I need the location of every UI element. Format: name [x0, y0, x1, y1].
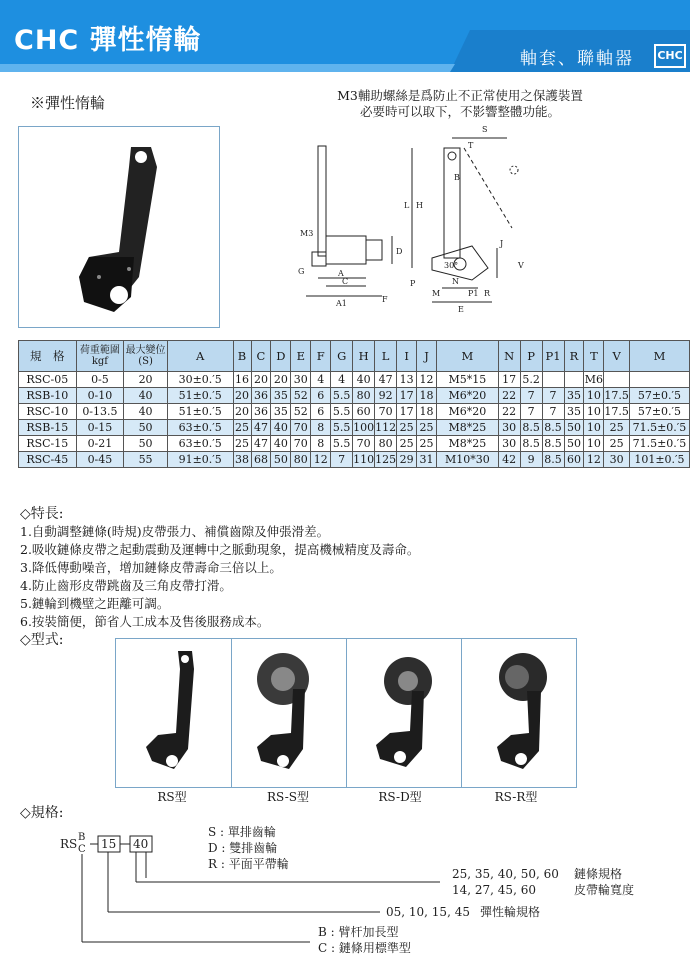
feature-item-4: 4.防止齒形皮帶跳齒及三角皮帶打滑。 — [20, 578, 232, 593]
code-r-line: R : 平面平帶輪 — [208, 857, 289, 871]
th-spec: 規 格 — [19, 341, 77, 372]
spec-table — [18, 340, 690, 468]
th-travel: 最大變位 (S) — [124, 341, 168, 372]
table-cell: 10 — [584, 404, 604, 420]
code-b-line: B : 臂杆加長型 — [318, 925, 399, 939]
table-cell: 5.5 — [331, 404, 353, 420]
table-cell: 10 — [584, 388, 604, 404]
table-cell: 25 — [235, 421, 250, 434]
feature-item-1: 1.自動調整鏈條(時規)皮帶張力、補償齒隙及伸張滑差。 — [20, 524, 330, 539]
table-cell: 25 — [604, 420, 630, 436]
table-cell: 17.5 — [604, 389, 629, 402]
table-cell: 30±0.′5 — [167, 372, 233, 388]
table-cell: 25 — [397, 420, 417, 436]
table-cell: 5.5 — [331, 436, 353, 452]
table-cell: 17 — [397, 404, 417, 420]
table-cell: 8.5 — [542, 420, 564, 436]
note-line-1: M3輔助螺絲是爲防止不正常使用之保護裝置 — [337, 88, 583, 103]
feature-item-2: 2.吸收鏈條皮帶之起動震動及運轉中之脈動現象，提高機械精度及壽命。 — [20, 542, 420, 557]
table-cell: 51±0.′5 — [167, 404, 233, 420]
note-line-2: 必要時可以取下，不影響整體功能。 — [359, 104, 560, 119]
table-cell: 35 — [564, 388, 584, 404]
table-cell: 5.5 — [331, 388, 353, 404]
table-cell: 20 — [271, 372, 291, 388]
table-cell: 6 — [311, 388, 331, 404]
table-cell: 35 — [564, 404, 584, 420]
table-cell: 12 — [584, 452, 604, 468]
th-p: P — [520, 341, 542, 372]
table-cell: 35 — [271, 404, 291, 420]
th-d: D — [271, 341, 291, 372]
label-v: V — [518, 261, 524, 270]
table-cell: 55 — [124, 452, 168, 468]
label-r: R — [484, 289, 491, 298]
table-cell: 70 — [353, 436, 375, 452]
table-row — [19, 436, 690, 452]
table-row — [19, 420, 690, 436]
th-b: B — [233, 341, 251, 372]
code-c-line: C : 鏈條用標準型 — [318, 941, 411, 955]
th-i: I — [397, 341, 417, 372]
table-cell: 50 — [124, 436, 168, 452]
table-cell: 40 — [124, 388, 168, 404]
technical-diagram — [292, 118, 592, 318]
table-cell: 40 — [124, 404, 168, 420]
table-cell: 36 — [251, 404, 271, 420]
table-cell: RSC-15 — [19, 436, 77, 452]
types-title: ◇型式: — [20, 632, 64, 648]
table-cell: 30 — [498, 420, 520, 436]
table-cell: 25 — [417, 436, 437, 452]
table-cell: 8.5 — [542, 436, 564, 452]
table-cell: 7 — [542, 388, 564, 404]
table-cell: 57±0.′5 — [629, 404, 689, 420]
table-cell: 17 — [498, 372, 520, 388]
table-cell: M10*30 — [436, 452, 498, 468]
code-size: 15 — [101, 837, 117, 851]
table-cell: RSC-10 — [19, 404, 77, 420]
table-cell: 25 — [417, 420, 437, 436]
table-row — [19, 372, 690, 388]
table-cell: 70 — [291, 436, 311, 452]
table-cell: 4 — [311, 372, 331, 388]
th-load: 荷重範圍 kgf — [76, 341, 124, 372]
type-photo-rs-r — [461, 639, 576, 787]
table-cell: 100 — [353, 421, 375, 434]
table-cell: 16 — [235, 373, 250, 386]
table-cell: 8.5 — [520, 436, 542, 452]
table-cell: 20 — [235, 405, 250, 418]
label-a: A — [338, 269, 344, 278]
table-cell: 25 — [235, 437, 250, 450]
feature-item-6: 6.按裝簡便，節省人工成本及售後服務成本。 — [20, 614, 270, 629]
table-cell: 5.2 — [520, 372, 542, 388]
table-cell: M5*15 — [436, 372, 498, 388]
type-photo-rs-s — [231, 639, 347, 787]
table-cell: 47 — [251, 436, 271, 452]
table-cell: 12 — [417, 372, 437, 388]
table-cell: 29 — [397, 452, 417, 468]
label-p1: P1 — [468, 289, 479, 298]
table-cell: 0-5 — [76, 372, 124, 388]
code-c: C — [78, 844, 86, 855]
table-cell: 6 — [311, 404, 331, 420]
category-label: 軸套、聯軸器 — [520, 49, 634, 69]
label-c: C — [342, 277, 349, 286]
table-cell: 71.5±0.′5 — [629, 420, 689, 436]
code-s-line: S : 單排齒輪 — [208, 825, 276, 839]
table-cell: RSC-05 — [19, 372, 77, 388]
th-h: H — [353, 341, 375, 372]
table-cell: 0-15 — [76, 420, 124, 436]
label-t: T — [468, 141, 474, 150]
table-row — [19, 452, 690, 468]
table-cell: 125 — [375, 453, 397, 466]
table-cell: 50 — [271, 452, 291, 468]
label-m3: M3 — [300, 229, 314, 238]
th-c: C — [251, 341, 271, 372]
table-cell: 20 — [235, 389, 250, 402]
table-cell: 8 — [311, 436, 331, 452]
table-cell: 40 — [353, 372, 375, 388]
table-row — [19, 388, 690, 404]
label-g: G — [298, 267, 305, 276]
page-title: CHC 彈性惰輪 — [14, 25, 202, 56]
table-cell: 17.5 — [604, 405, 629, 418]
table-cell: 47 — [375, 372, 397, 388]
table-cell: 30 — [604, 452, 630, 468]
table-cell — [629, 372, 689, 388]
table-cell: 51±0.′5 — [167, 388, 233, 404]
table-cell: 52 — [291, 404, 311, 420]
label-m: M — [432, 289, 441, 298]
table-cell: 7 — [520, 404, 542, 420]
table-cell: 63±0.′5 — [167, 420, 233, 436]
table-cell: 0-13.5 — [76, 404, 124, 420]
code-belt-label: 皮帶輪寬度 — [574, 883, 635, 897]
th-m2: M — [629, 341, 689, 372]
table-cell: 7 — [331, 452, 353, 468]
table-cell: 4 — [331, 372, 353, 388]
table-cell: 10 — [584, 420, 604, 436]
th-r: R — [564, 341, 584, 372]
table-cell: 13 — [397, 372, 417, 388]
label-l: L — [404, 201, 410, 210]
table-cell: 57±0.′5 — [629, 388, 689, 404]
label-angle: 30° — [444, 261, 459, 270]
th-v: V — [604, 341, 630, 372]
feature-item-3: 3.降低傳動噪音，增加鏈條皮帶壽命三倍以上。 — [20, 560, 282, 575]
table-cell: 8.5 — [542, 452, 564, 468]
table-cell: M6*20 — [436, 404, 498, 420]
label-d: D — [396, 247, 403, 256]
table-cell: M6 — [584, 373, 604, 386]
label-e: E — [458, 305, 464, 314]
th-p1: P1 — [542, 341, 564, 372]
table-cell: 10 — [584, 436, 604, 452]
type-label-rs-s: RS-S型 — [267, 790, 309, 804]
table-cell: 80 — [353, 388, 375, 404]
table-cell: 22 — [498, 404, 520, 420]
feature-item-5: 5.鏈輪到機壁之距離可調。 — [20, 596, 170, 611]
code-b: B — [78, 832, 86, 843]
table-cell: 18 — [417, 404, 437, 420]
table-cell: 71.5±0.′5 — [629, 436, 689, 452]
code-d-line: D : 雙排齒輪 — [208, 841, 278, 855]
label-b: B — [454, 173, 460, 182]
table-cell: 101±0.′5 — [629, 452, 689, 468]
tensioner-arm-image — [19, 127, 219, 327]
table-cell: 40 — [271, 436, 291, 452]
type-photo-rs — [116, 639, 232, 787]
table-cell: 36 — [251, 388, 271, 404]
table-cell: 68 — [251, 452, 271, 468]
table-cell: 20 — [124, 372, 168, 388]
table-cell: 38 — [235, 453, 250, 466]
th-m: M — [436, 341, 498, 372]
table-cell: 40 — [271, 420, 291, 436]
th-n: N — [498, 341, 520, 372]
table-cell: 20 — [251, 372, 271, 388]
th-j: J — [417, 341, 437, 372]
table-cell: 9 — [520, 452, 542, 468]
code-size2: 40 — [133, 837, 149, 851]
label-n: N — [452, 277, 459, 286]
table-cell: M8*25 — [436, 420, 498, 436]
table-cell: RSB-15 — [19, 420, 77, 436]
table-cell: 17 — [397, 388, 417, 404]
code-chain-label: 鏈條規格 — [574, 867, 623, 881]
table-row — [19, 404, 690, 420]
table-cell: 42 — [498, 452, 520, 468]
th-e: E — [291, 341, 311, 372]
table-cell: 5.5 — [331, 420, 353, 436]
th-g: G — [331, 341, 353, 372]
table-cell: 80 — [375, 436, 397, 452]
table-cell: 91±0.′5 — [167, 452, 233, 468]
table-cell: 8.5 — [520, 420, 542, 436]
table-cell: 47 — [251, 420, 271, 436]
table-cell: 7 — [542, 404, 564, 420]
th-f: F — [311, 341, 331, 372]
type-label-rs-r: RS-R型 — [494, 790, 538, 804]
product-photo — [18, 126, 220, 328]
note — [300, 88, 620, 120]
table-cell: 52 — [291, 388, 311, 404]
spec-code-diagram — [60, 820, 660, 960]
table-cell: 25 — [604, 436, 630, 452]
code-prefix: RS — [60, 837, 78, 851]
label-j: J — [500, 239, 504, 248]
table-cell: 70 — [375, 404, 397, 420]
table-cell: 63±0.′5 — [167, 436, 233, 452]
brand-logo: CHC — [654, 44, 686, 68]
section-label: ※彈性惰輪 — [30, 94, 106, 112]
table-cell: 70 — [291, 420, 311, 436]
table-cell: 50 — [564, 436, 584, 452]
table-cell: 31 — [417, 452, 437, 468]
table-cell: 18 — [417, 388, 437, 404]
table-cell — [604, 372, 630, 388]
table-header-row — [19, 341, 690, 372]
type-label-rs-d: RS-D型 — [378, 790, 422, 804]
table-cell: M8*25 — [436, 436, 498, 452]
table-cell: 22 — [498, 388, 520, 404]
spec-code-title: ◇規格: — [20, 805, 64, 821]
types-photos — [115, 638, 577, 788]
code-elastic-label: 彈性輪規格 — [480, 905, 541, 919]
table-cell: 30 — [291, 372, 311, 388]
table-cell: 8 — [311, 420, 331, 436]
table-cell: 92 — [375, 388, 397, 404]
features-title: ◇特長: — [20, 506, 64, 522]
th-a: A — [167, 341, 233, 372]
label-s: S — [482, 125, 488, 134]
code-elastic-vals: 05, 10, 15, 45 — [386, 905, 470, 919]
table-cell: 25 — [397, 436, 417, 452]
code-chain-vals: 25, 35, 40, 50, 60 — [452, 867, 559, 881]
code-belt-vals: 14, 27, 45, 60 — [452, 883, 536, 897]
table-cell — [564, 372, 584, 388]
table-cell: 50 — [124, 420, 168, 436]
table-cell: RSC-45 — [19, 452, 77, 468]
table-cell: 0-45 — [76, 452, 124, 468]
label-h: H — [416, 201, 423, 210]
table-cell: 0-21 — [76, 436, 124, 452]
table-cell: 35 — [271, 388, 291, 404]
label-a1: A1 — [336, 299, 347, 308]
table-cell: 80 — [291, 452, 311, 468]
table-cell: 30 — [498, 436, 520, 452]
table-cell: 12 — [311, 452, 331, 468]
type-label-rs: RS型 — [157, 790, 187, 804]
type-photo-rs-d — [346, 639, 462, 787]
table-cell: 60 — [564, 452, 584, 468]
label-p: P — [410, 279, 416, 288]
table-cell: 7 — [520, 388, 542, 404]
table-cell: RSB-10 — [19, 388, 77, 404]
table-cell: 60 — [353, 404, 375, 420]
th-l: L — [375, 341, 397, 372]
table-cell: 112 — [375, 421, 397, 434]
label-f: F — [382, 295, 388, 304]
table-cell: 50 — [564, 420, 584, 436]
table-cell: 110 — [353, 453, 375, 466]
features — [20, 505, 419, 649]
table-cell — [542, 372, 564, 388]
table-cell: 0-10 — [76, 388, 124, 404]
table-cell: M6*20 — [436, 388, 498, 404]
th-t: T — [584, 341, 604, 372]
